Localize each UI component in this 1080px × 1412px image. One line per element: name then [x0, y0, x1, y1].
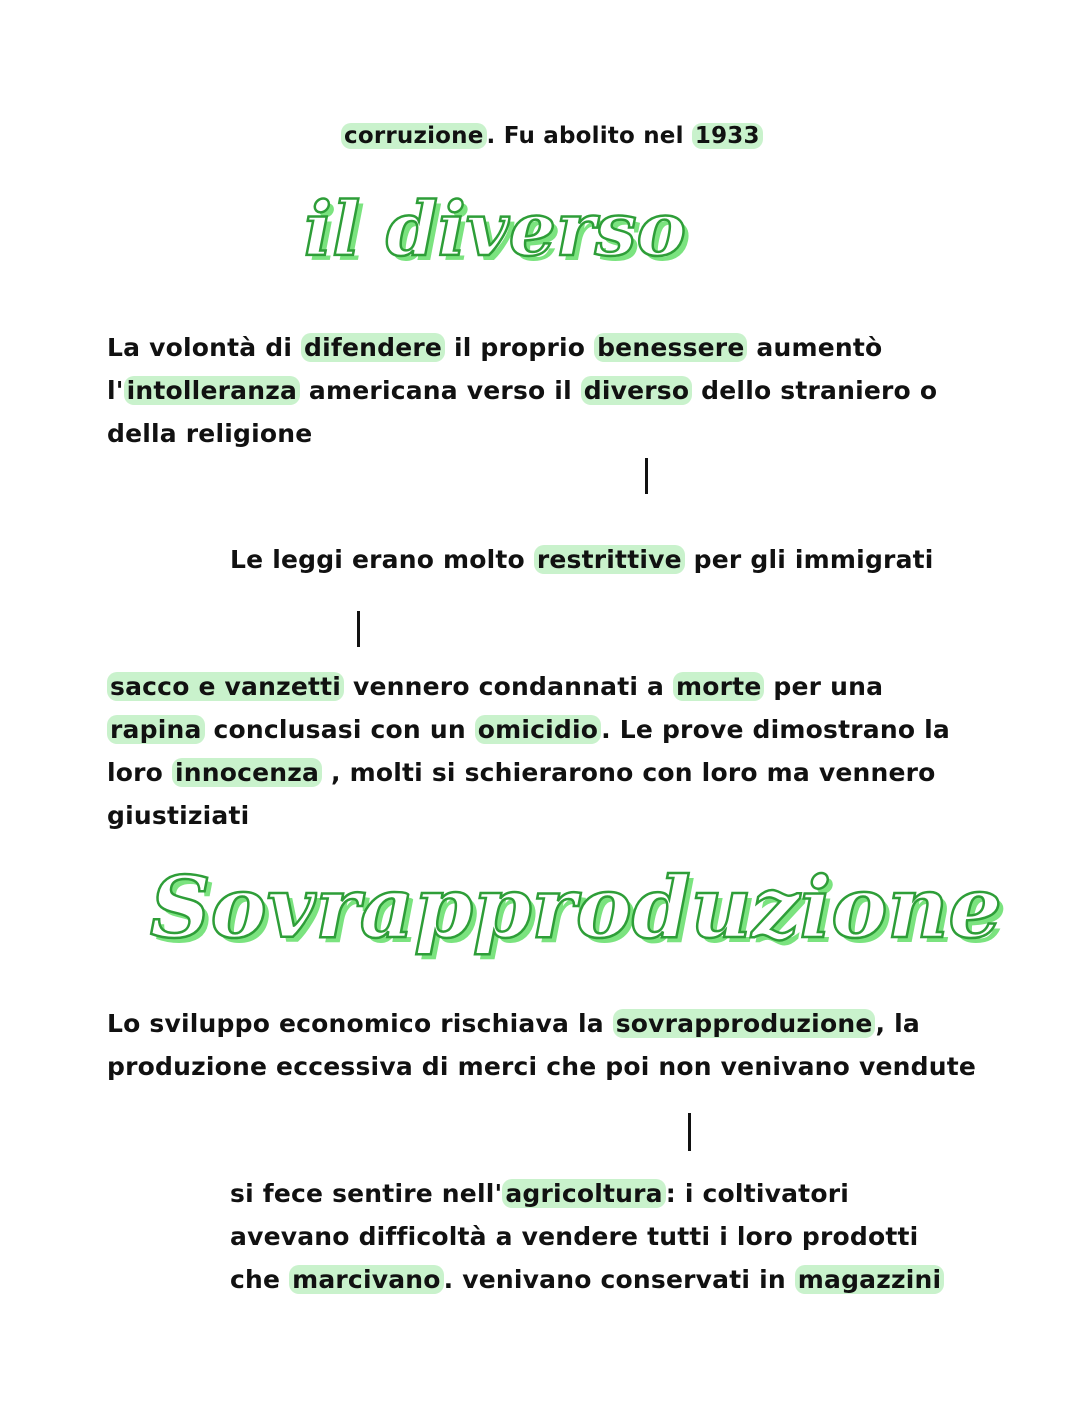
text-segment: per gli immigrati — [684, 545, 934, 574]
highlighted-term: omicidio — [475, 715, 601, 744]
highlighted-term: rapina — [107, 715, 205, 744]
text-line-9 — [107, 794, 249, 837]
heading-il-diverso: il diverso — [304, 187, 686, 273]
highlighted-term: marcivano — [289, 1265, 444, 1294]
highlighted-term: diverso — [581, 376, 693, 405]
text-line-12 — [230, 1172, 849, 1215]
connector-line — [357, 611, 360, 647]
text-segment: loro — [107, 758, 172, 787]
highlighted-term: benessere — [594, 333, 747, 362]
text-line-6 — [107, 665, 883, 708]
text-line-7 — [107, 708, 950, 751]
text-line-4 — [107, 412, 312, 455]
connector-line — [688, 1113, 691, 1151]
highlighted-term: intolleranza — [124, 376, 300, 405]
text-segment: vennero condannati a — [344, 672, 674, 701]
text-segment: aumentò — [747, 333, 883, 362]
text-segment: , molti si schierarono con loro ma vennero — [322, 758, 936, 787]
heading-sovrapproduzione: Sovrapproduzione — [150, 858, 1002, 957]
text-segment: La volontà di — [107, 333, 302, 362]
text-segment: . venivano conservati in — [443, 1265, 795, 1294]
text-segment: l' — [107, 376, 124, 405]
text-segment: . Le prove dimostrano la — [601, 715, 950, 744]
text-segment: americana verso il — [300, 376, 581, 405]
text-segment: conclusasi con un — [204, 715, 475, 744]
text-segment: che — [230, 1265, 290, 1294]
text-segment: si fece sentire nell' — [230, 1179, 503, 1208]
connector-line — [645, 458, 648, 494]
text-line-3 — [107, 369, 937, 412]
highlighted-term: 1933 — [692, 123, 763, 149]
highlighted-term: agricoltura — [502, 1179, 665, 1208]
text-line-1 — [341, 115, 763, 158]
highlighted-term: morte — [673, 672, 764, 701]
text-line-2 — [107, 326, 882, 369]
text-line-8 — [107, 751, 936, 794]
text-line-14 — [230, 1258, 944, 1301]
highlighted-term: restrittive — [534, 545, 685, 574]
text-segment: : i coltivatori — [665, 1179, 849, 1208]
text-line-11 — [107, 1045, 976, 1088]
highlighted-term: corruzione — [341, 123, 487, 149]
text-segment: giustiziati — [107, 801, 250, 830]
highlighted-term: magazzini — [795, 1265, 945, 1294]
text-segment: il proprio — [445, 333, 595, 362]
highlighted-term: innocenza — [172, 758, 322, 787]
text-segment: della religione — [107, 419, 313, 448]
text-segment: dello straniero o — [692, 376, 938, 405]
text-segment: Le leggi erano molto — [230, 545, 534, 574]
text-segment: Lo sviluppo economico rischiava la — [107, 1009, 613, 1038]
text-segment: . Fu abolito nel — [486, 123, 692, 149]
highlighted-term: difendere — [301, 333, 445, 362]
text-line-13 — [230, 1215, 918, 1258]
text-line-5 — [230, 538, 934, 581]
highlighted-term: sovrapproduzione — [613, 1009, 876, 1038]
highlighted-term: sacco e vanzetti — [107, 672, 344, 701]
text-segment: , la — [875, 1009, 920, 1038]
text-segment: avevano difficoltà a vendere tutti i loro prodotti — [230, 1222, 919, 1251]
text-line-10 — [107, 1002, 920, 1045]
text-segment: per una — [764, 672, 884, 701]
text-segment: produzione eccessiva di merci che poi non venivano vendute — [107, 1052, 976, 1081]
